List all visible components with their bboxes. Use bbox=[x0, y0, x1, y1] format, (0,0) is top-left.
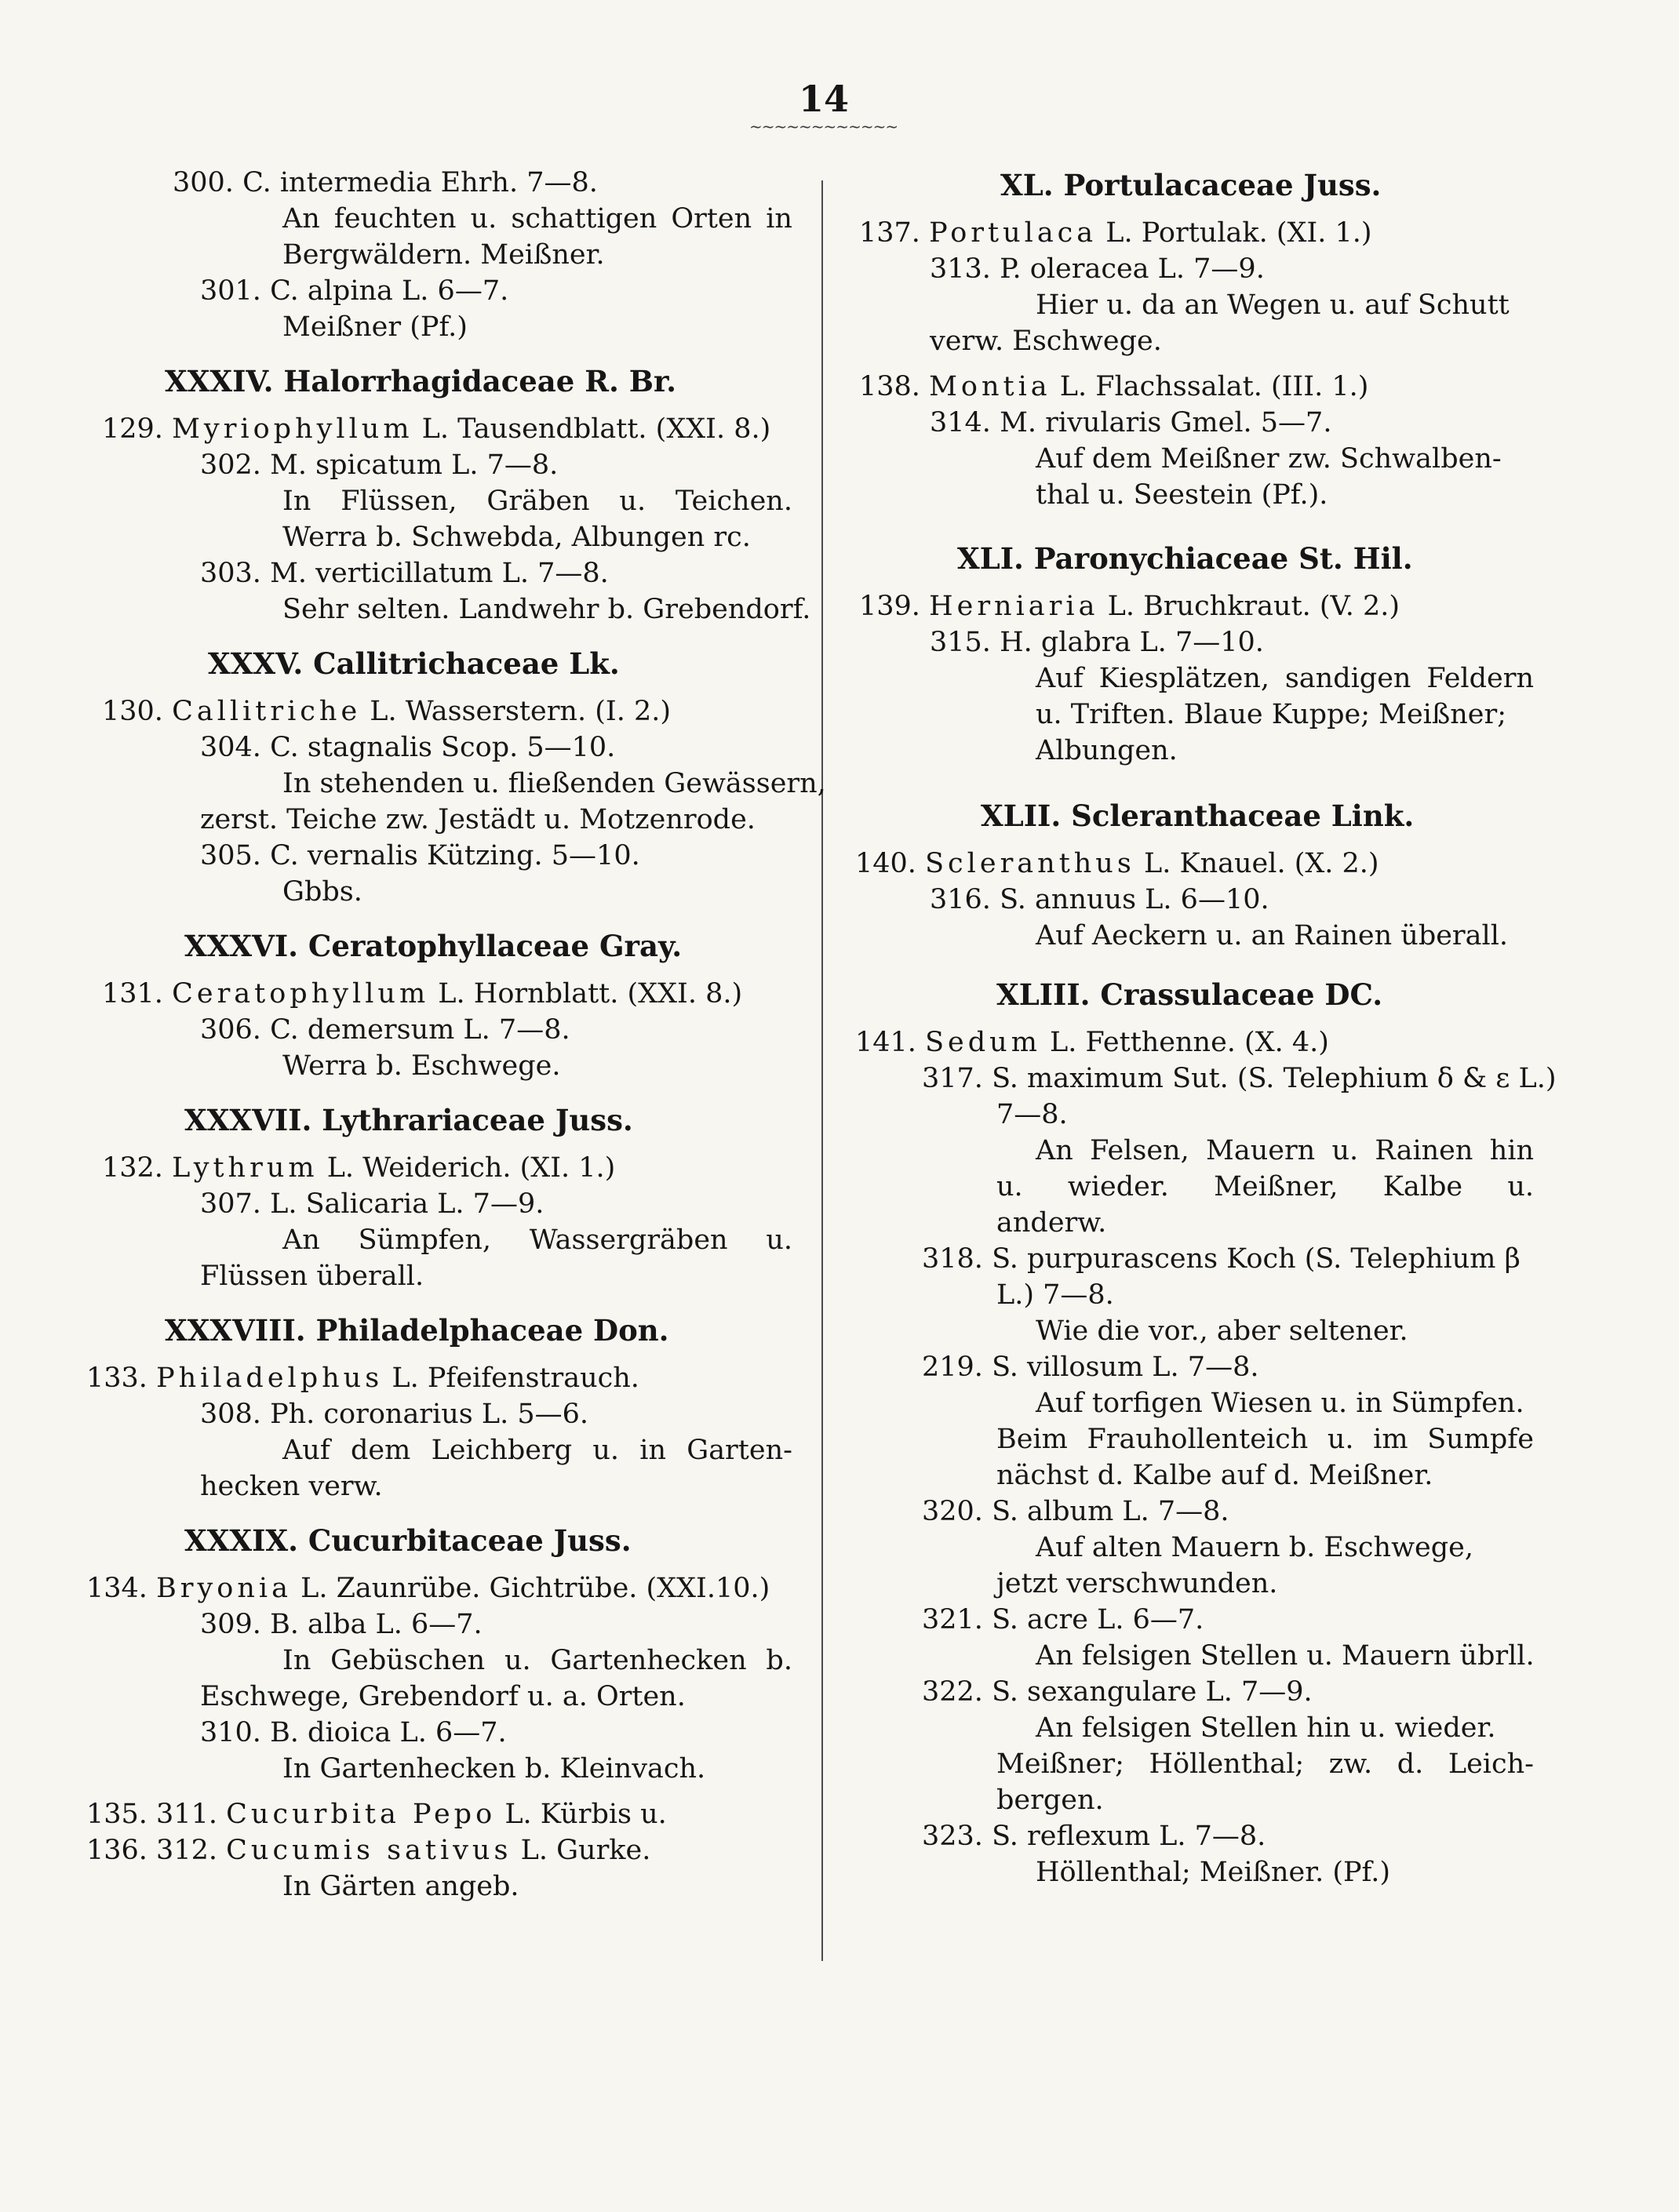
species-entry bbox=[922, 1674, 1313, 1710]
species-entry bbox=[200, 838, 640, 874]
species-name: M. verticillatum L. 7—8. bbox=[270, 558, 609, 589]
word: Orten bbox=[671, 203, 752, 235]
genus-entry bbox=[102, 411, 770, 447]
family-heading: XLII. Scleranthaceae Link. bbox=[981, 799, 1415, 833]
word: Meißner, bbox=[1214, 1171, 1338, 1202]
genus-entry bbox=[86, 1360, 639, 1396]
habitat-text bbox=[996, 1169, 1534, 1205]
word: sandigen bbox=[1284, 663, 1411, 694]
species-name: C. vernalis Kützing. 5—10. bbox=[270, 840, 640, 871]
word: Felsen, bbox=[1090, 1135, 1189, 1166]
species-name: S. annuus L. 6—10. bbox=[1000, 884, 1269, 915]
family-heading: XXXV. Callitrichaceae Lk. bbox=[208, 646, 620, 681]
family-heading: XXXIV. Halorrhagidaceae R. Br. bbox=[165, 364, 676, 398]
habitat-text bbox=[282, 201, 792, 237]
genus-name: Herniaria bbox=[929, 591, 1099, 622]
entry-number: 130. bbox=[102, 696, 163, 727]
genus-entry bbox=[102, 1150, 615, 1186]
word: d. bbox=[1397, 1748, 1424, 1780]
genus-name: Montia bbox=[929, 371, 1051, 402]
genus-name: Myriophyllum bbox=[172, 413, 413, 445]
genus-name: Scleranthus bbox=[925, 848, 1135, 879]
species-entry bbox=[200, 729, 615, 766]
ornament-rule: ~~~~~~~~~~~~ bbox=[749, 121, 898, 132]
habitat-text: thal u. Seestein (Pf.). bbox=[1036, 479, 1328, 511]
entry-number: 303. bbox=[200, 558, 261, 589]
entry-number: 308. bbox=[200, 1399, 261, 1430]
genus-name: Callitriche bbox=[172, 696, 362, 727]
species-name: Ph. coronarius L. 5—6. bbox=[270, 1399, 589, 1430]
habitat-text: Gbbs. bbox=[282, 876, 362, 908]
entry-number: 136. 312. bbox=[86, 1835, 217, 1866]
genus-name: Bryonia bbox=[156, 1573, 292, 1604]
habitat-text: jetzt verschwunden. bbox=[996, 1568, 1278, 1599]
genus-name: Cucurbita Pepo bbox=[226, 1799, 497, 1830]
species-entry bbox=[173, 165, 598, 201]
species-name: C. demersum L. 7—8. bbox=[270, 1014, 570, 1046]
entry-number: 133. bbox=[86, 1362, 148, 1394]
species-name: S. sexangulare L. 7—9. bbox=[992, 1676, 1313, 1708]
entry-number: 140. bbox=[855, 848, 916, 879]
genus-details: L. Knauel. (X. 2.) bbox=[1143, 848, 1379, 879]
word: b. bbox=[766, 1645, 792, 1676]
habitat-text: An felsigen Stellen u. Mauern übrll. bbox=[1036, 1640, 1535, 1672]
family-heading: XXXIX. Cucurbitaceae Juss. bbox=[184, 1523, 632, 1558]
genus-entry bbox=[86, 1570, 770, 1606]
species-entry bbox=[200, 1012, 570, 1048]
word: u. bbox=[996, 1171, 1023, 1202]
word: Wassergräben bbox=[529, 1224, 728, 1256]
habitat-text: Flüssen überall. bbox=[200, 1261, 424, 1292]
word: Auf bbox=[282, 1435, 330, 1466]
species-flowering: L.) 7—8. bbox=[996, 1279, 1114, 1311]
species-name: S. purpurascens Koch (S. Telephium β bbox=[992, 1243, 1521, 1275]
entry-number: 320. bbox=[922, 1496, 983, 1527]
genus-entry bbox=[859, 588, 1400, 624]
habitat-text: Auf alten Mauern b. Eschwege, bbox=[1036, 1532, 1473, 1563]
word: Frauhollenteich bbox=[1087, 1424, 1309, 1455]
entry-number: 307. bbox=[200, 1188, 261, 1220]
habitat-text: Bergwäldern. Meißner. bbox=[282, 239, 605, 271]
entry-number: 318. bbox=[922, 1243, 983, 1275]
species-name: S. reflexum L. 7—8. bbox=[992, 1821, 1266, 1852]
genus-entry bbox=[86, 1796, 667, 1832]
habitat-text: An felsigen Stellen hin u. wieder. bbox=[1036, 1712, 1496, 1744]
species-entry bbox=[922, 1349, 1258, 1385]
word: Gartenhecken bbox=[550, 1645, 747, 1676]
habitat-text: hecken verw. bbox=[200, 1471, 383, 1502]
species-entry bbox=[200, 1715, 507, 1751]
habitat-text: Höllenthal; Meißner. (Pf.) bbox=[1036, 1857, 1391, 1888]
word: An bbox=[1036, 1135, 1073, 1166]
entry-number: 306. bbox=[200, 1014, 261, 1046]
habitat-text: Wie die vor., aber seltener. bbox=[1036, 1315, 1408, 1347]
habitat-text: Hier u. da an Wegen u. auf Schutt bbox=[1036, 289, 1510, 321]
habitat-text: anderw. bbox=[996, 1207, 1107, 1239]
habitat-text bbox=[1036, 660, 1534, 697]
entry-number: 129. bbox=[102, 413, 163, 445]
family-heading: XLIII. Crassulaceae DC. bbox=[996, 977, 1383, 1012]
habitat-text bbox=[282, 1432, 792, 1468]
species-name: M. spicatum L. 7—8. bbox=[270, 449, 559, 481]
genus-name: Philadelphus bbox=[156, 1362, 384, 1394]
word: u. bbox=[470, 203, 497, 235]
genus-details: L. Flachssalat. (III. 1.) bbox=[1059, 371, 1369, 402]
habitat-text: Sehr selten. Landwehr b. Grebendorf. bbox=[282, 594, 811, 625]
word: Höllenthal; bbox=[1149, 1748, 1305, 1780]
word: im bbox=[1373, 1424, 1408, 1455]
entry-number: 305. bbox=[200, 840, 261, 871]
species-name: S. villosum L. 7—8. bbox=[992, 1352, 1259, 1383]
habitat-text: zerst. Teiche zw. Jestädt u. Motzenrode. bbox=[200, 804, 756, 835]
entry-number: 313. bbox=[930, 253, 991, 285]
word: Mauern bbox=[1205, 1135, 1316, 1166]
word: schattigen bbox=[511, 203, 657, 235]
habitat-text bbox=[282, 1643, 792, 1679]
species-name: B. dioica L. 6—7. bbox=[270, 1717, 507, 1748]
species-name: C. intermedia Ehrh. 7—8. bbox=[242, 167, 598, 198]
habitat-text: u. Triften. Blaue Kuppe; Meißner; bbox=[1036, 699, 1507, 730]
species-entry bbox=[922, 1818, 1266, 1854]
species-name: C. stagnalis Scop. 5—10. bbox=[270, 732, 616, 763]
species-entry bbox=[922, 1493, 1229, 1530]
entry-number: 316. bbox=[930, 884, 991, 915]
genus-entry bbox=[102, 693, 671, 729]
species-name: H. glabra L. 7—10. bbox=[1000, 627, 1264, 658]
family-heading: XXXVII. Lythrariaceae Juss. bbox=[184, 1103, 633, 1137]
entry-number: 304. bbox=[200, 732, 261, 763]
family-heading: XXXVI. Ceratophyllaceae Gray. bbox=[184, 929, 683, 963]
word: Gräben bbox=[486, 486, 590, 517]
genus-details: L. Bruchkraut. (V. 2.) bbox=[1107, 591, 1400, 622]
species-name: L. Salicaria L. 7—9. bbox=[270, 1188, 544, 1220]
genus-entry bbox=[855, 1024, 1329, 1061]
genus-details: L. Fetthenne. (X. 4.) bbox=[1050, 1027, 1329, 1058]
word: Feldern bbox=[1426, 663, 1534, 694]
species-name: P. oleracea L. 7—9. bbox=[1000, 253, 1265, 285]
word: in bbox=[639, 1435, 666, 1466]
word: feuchten bbox=[333, 203, 457, 235]
word: Sümpfen, bbox=[358, 1224, 492, 1256]
word: u. bbox=[1507, 1171, 1534, 1202]
genus-details: L. Weiderich. (XI. 1.) bbox=[326, 1152, 616, 1184]
habitat-text: nächst d. Kalbe auf d. Meißner. bbox=[996, 1460, 1433, 1491]
genus-entry bbox=[859, 215, 1372, 251]
entry-number: 137. bbox=[859, 217, 920, 249]
word: hin bbox=[1489, 1135, 1534, 1166]
genus-entry bbox=[102, 976, 742, 1012]
entry-number: 131. bbox=[102, 978, 163, 1010]
word: Kiesplätzen, bbox=[1098, 663, 1269, 694]
habitat-text: Werra b. Schwebda, Albungen rc. bbox=[282, 522, 751, 553]
word: Rainen bbox=[1375, 1135, 1473, 1166]
word: An bbox=[282, 1224, 320, 1256]
species-entry bbox=[922, 1061, 1557, 1097]
family-heading: XXXVIII. Philadelphaceae Don. bbox=[165, 1313, 669, 1348]
entry-number: 317. bbox=[922, 1063, 983, 1094]
species-name: C. alpina L. 6—7. bbox=[270, 275, 509, 307]
species-entry bbox=[930, 251, 1265, 287]
word: Teichen. bbox=[675, 486, 792, 517]
word: in bbox=[766, 203, 792, 235]
entry-number: 314. bbox=[930, 407, 991, 438]
species-entry bbox=[200, 1606, 483, 1643]
word: u. bbox=[504, 1645, 531, 1676]
genus-details: L. Hornblatt. (XXI. 8.) bbox=[438, 978, 743, 1010]
genus-details: L. Portulak. (XI. 1.) bbox=[1105, 217, 1372, 249]
genus-details: L. Kürbis u. bbox=[504, 1799, 667, 1830]
entry-number: 141. bbox=[855, 1027, 916, 1058]
genus-details: L. Zaunrübe. Gichtrübe. (XXI.10.) bbox=[300, 1573, 770, 1604]
species-name: S. maximum Sut. (S. Telephium δ & ε L.) bbox=[992, 1063, 1557, 1094]
habitat-text: In Gartenhecken b. Kleinvach. bbox=[282, 1753, 706, 1785]
word: An bbox=[282, 203, 320, 235]
habitat-text: Meißner (Pf.) bbox=[282, 311, 468, 343]
word: u. bbox=[592, 1435, 620, 1466]
entry-number: 302. bbox=[200, 449, 261, 481]
genus-entry bbox=[855, 846, 1379, 882]
genus-name: Ceratophyllum bbox=[172, 978, 430, 1010]
genus-name: Sedum bbox=[925, 1027, 1041, 1058]
entry-number: 310. bbox=[200, 1717, 261, 1748]
genus-name: Cucumis sativus bbox=[226, 1835, 512, 1866]
genus-details: L. Gurke. bbox=[520, 1835, 651, 1866]
habitat-text: Auf torfigen Wiesen u. in Sümpfen. bbox=[1036, 1388, 1524, 1419]
habitat-text bbox=[996, 1421, 1534, 1457]
species-entry bbox=[930, 405, 1331, 441]
word: In bbox=[282, 486, 311, 517]
species-entry bbox=[200, 273, 508, 309]
habitat-text: Auf Aeckern u. an Rainen überall. bbox=[1036, 920, 1509, 951]
species-entry bbox=[930, 882, 1269, 918]
word: Leich- bbox=[1448, 1748, 1534, 1780]
family-heading: XLI. Paronychiaceae St. Hil. bbox=[957, 541, 1413, 576]
genus-details: L. Wasserstern. (I. 2.) bbox=[370, 696, 671, 727]
species-name: S. album L. 7—8. bbox=[992, 1496, 1229, 1527]
word: zw. bbox=[1328, 1748, 1373, 1780]
species-entry bbox=[200, 555, 609, 591]
genus-details: L. Pfeifenstrauch. bbox=[392, 1362, 639, 1394]
word: Sumpfe bbox=[1427, 1424, 1534, 1455]
word: Garten- bbox=[687, 1435, 792, 1466]
species-entry bbox=[200, 447, 558, 483]
word: u. bbox=[1327, 1424, 1354, 1455]
species-name: M. rivularis Gmel. 5—7. bbox=[1000, 407, 1332, 438]
entry-number: 132. bbox=[102, 1152, 163, 1184]
habitat-text: In Gärten angeb. bbox=[282, 1871, 519, 1902]
entry-number: 139. bbox=[859, 591, 920, 622]
entry-number: 315. bbox=[930, 627, 991, 658]
habitat-text: Eschwege, Grebendorf u. a. Orten. bbox=[200, 1681, 686, 1712]
genus-details: L. Tausendblatt. (XXI. 8.) bbox=[421, 413, 771, 445]
habitat-text: Auf dem Meißner zw. Schwalben- bbox=[1036, 443, 1502, 475]
habitat-text bbox=[282, 483, 792, 519]
entry-number: 323. bbox=[922, 1821, 983, 1852]
species-entry bbox=[200, 1396, 588, 1432]
word: Beim bbox=[996, 1424, 1068, 1455]
entry-number: 138. bbox=[859, 371, 920, 402]
species-entry bbox=[922, 1241, 1521, 1277]
species-entry bbox=[922, 1602, 1204, 1638]
entry-number: 301. bbox=[200, 275, 261, 307]
entry-number: 309. bbox=[200, 1609, 261, 1640]
habitat-text bbox=[996, 1746, 1534, 1782]
habitat-text bbox=[282, 1222, 792, 1258]
genus-name: Lythrum bbox=[172, 1152, 319, 1184]
species-entry bbox=[200, 1186, 544, 1222]
entry-number: 321. bbox=[922, 1604, 983, 1635]
species-entry bbox=[930, 624, 1264, 660]
genus-entry bbox=[859, 369, 1368, 405]
species-name: B. alba L. 6—7. bbox=[270, 1609, 483, 1640]
genus-name: Portulaca bbox=[929, 217, 1098, 249]
entry-number: 134. bbox=[86, 1573, 148, 1604]
word: u. bbox=[1331, 1135, 1359, 1166]
genus-entry bbox=[86, 1832, 650, 1868]
word: dem bbox=[351, 1435, 411, 1466]
word: Meißner; bbox=[996, 1748, 1124, 1780]
word: Auf bbox=[1036, 663, 1084, 694]
column-divider bbox=[821, 180, 823, 1961]
habitat-text: Albungen. bbox=[1036, 735, 1178, 766]
habitat-text: verw. Eschwege. bbox=[930, 326, 1162, 357]
page-number: 14 bbox=[798, 78, 849, 120]
habitat-text: In stehenden u. fließenden Gewässern, bbox=[282, 768, 826, 799]
word: Kalbe bbox=[1382, 1171, 1463, 1202]
word: wieder. bbox=[1067, 1171, 1169, 1202]
word: Leichberg bbox=[431, 1435, 573, 1466]
word: Flüssen, bbox=[341, 486, 457, 517]
entry-number: 135. 311. bbox=[86, 1799, 217, 1830]
word: Gebüschen bbox=[330, 1645, 486, 1676]
entry-number: 300. bbox=[173, 167, 234, 198]
word: In bbox=[282, 1645, 311, 1676]
habitat-text: bergen. bbox=[996, 1785, 1104, 1816]
word: u. bbox=[766, 1224, 792, 1256]
word: u. bbox=[619, 486, 646, 517]
habitat-text bbox=[1036, 1133, 1534, 1169]
species-name: S. acre L. 6—7. bbox=[992, 1604, 1204, 1635]
habitat-text: Werra b. Eschwege. bbox=[282, 1050, 561, 1082]
entry-number: 322. bbox=[922, 1676, 983, 1708]
entry-number: 219. bbox=[922, 1352, 983, 1383]
family-heading: XL. Portulacaceae Juss. bbox=[1000, 168, 1382, 202]
species-flowering: 7—8. bbox=[996, 1099, 1068, 1130]
